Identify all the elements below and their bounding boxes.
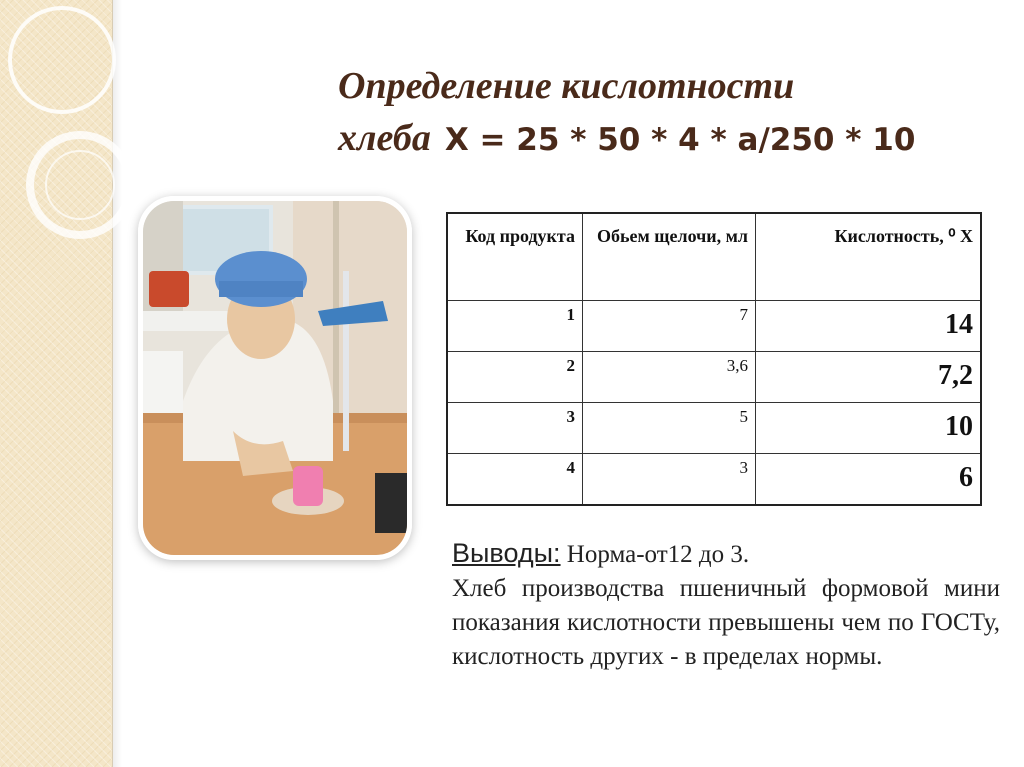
acidity-table bbox=[446, 212, 982, 506]
title-line-2 bbox=[338, 112, 998, 166]
cell-code: 2 bbox=[447, 352, 583, 403]
cell-volume: 7 bbox=[583, 301, 756, 352]
cell-acidity: 10 bbox=[756, 403, 982, 454]
table-row bbox=[447, 301, 981, 352]
header-volume: Обьем щелочи, мл bbox=[583, 213, 756, 301]
cell-volume: 5 bbox=[583, 403, 756, 454]
header-code: Код продукта bbox=[447, 213, 583, 301]
table-header-row bbox=[447, 213, 981, 301]
slide-title bbox=[338, 60, 998, 166]
cell-code: 3 bbox=[447, 403, 583, 454]
table-row bbox=[447, 352, 981, 403]
lab-photo bbox=[138, 196, 412, 560]
header-acidity: Кислотность, ⁰ Х bbox=[756, 213, 982, 301]
acidity-formula: Х = 25 * 50 * 4 * а/250 * 10 bbox=[444, 122, 916, 158]
conclusion-first-line bbox=[452, 536, 1000, 572]
norm-text: Норма-от12 до 3. bbox=[566, 541, 750, 568]
cell-volume: 3 bbox=[583, 454, 756, 506]
table-row bbox=[447, 403, 981, 454]
title-line-1: Определение кислотности bbox=[338, 65, 795, 107]
table-row bbox=[447, 454, 981, 506]
conclusion-text: Хлеб производства пшеничный формовой мини показания кислотности превышены чем по ГОСТу, кислотность других - в пределах нормы. bbox=[452, 575, 1000, 670]
title-word: хлеба bbox=[338, 117, 431, 159]
cell-acidity: 7,2 bbox=[756, 352, 982, 403]
cell-code: 4 bbox=[447, 454, 583, 506]
cell-acidity: 6 bbox=[756, 454, 982, 506]
decorative-rings bbox=[0, 0, 140, 260]
cell-code: 1 bbox=[447, 301, 583, 352]
conclusion-label: Выводы: bbox=[452, 538, 561, 568]
cell-volume: 3,6 bbox=[583, 352, 756, 403]
conclusion-block bbox=[452, 536, 1000, 674]
cell-acidity: 14 bbox=[756, 301, 982, 352]
